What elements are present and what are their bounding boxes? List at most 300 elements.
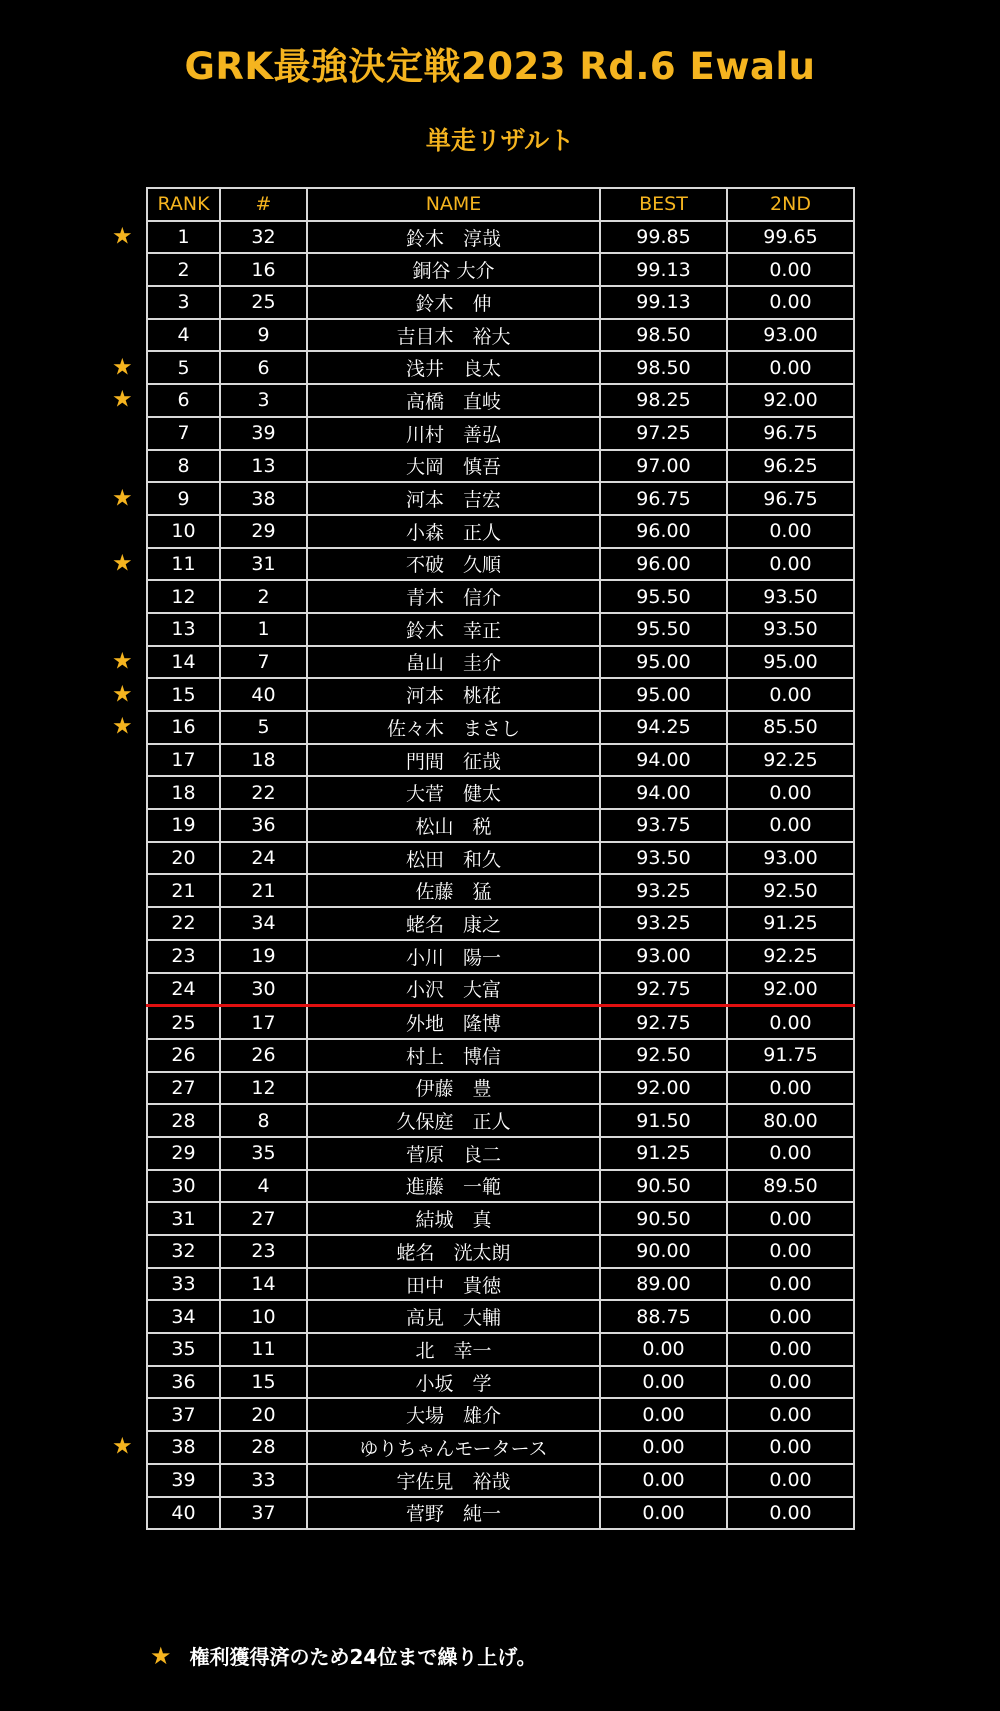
car-number-cell xyxy=(220,1072,307,1105)
car-number-cell-text: 6 xyxy=(257,356,270,379)
best-score-cell-text: 92.75 xyxy=(636,977,691,1000)
rank-cell-text: 4 xyxy=(177,324,190,347)
rank-cell xyxy=(112,646,220,679)
driver-name-cell xyxy=(307,1072,600,1105)
second-score-cell xyxy=(727,1039,854,1072)
second-score-cell-text: 0.00 xyxy=(769,1403,812,1426)
driver-name-cell-text: 松田 和久 xyxy=(405,848,501,871)
car-number-cell-text: 27 xyxy=(251,1207,276,1230)
car-number-cell-text: 38 xyxy=(251,487,276,510)
driver-name-cell xyxy=(307,1300,600,1333)
car-number-cell xyxy=(220,1202,307,1235)
best-score-cell-text: 0.00 xyxy=(642,1403,685,1426)
best-score-cell-text: 95.50 xyxy=(636,618,691,641)
driver-name-cell-text: 河本 桃花 xyxy=(405,685,501,708)
best-score-cell-text: 96.00 xyxy=(636,552,691,575)
second-score-cell-text: 0.00 xyxy=(769,1305,812,1328)
rank-cell xyxy=(112,678,220,711)
car-number-cell-text: 16 xyxy=(251,258,276,281)
table-row xyxy=(147,973,854,1006)
best-score-cell-text: 96.75 xyxy=(636,487,691,510)
best-score-cell xyxy=(600,1268,727,1301)
rank-cell xyxy=(147,1235,220,1268)
rank-cell xyxy=(147,1072,220,1105)
car-number-cell xyxy=(220,809,307,842)
driver-name-cell xyxy=(307,907,600,940)
best-score-cell xyxy=(600,973,727,1006)
rank-cell xyxy=(147,744,220,777)
car-number-cell xyxy=(220,1006,307,1039)
rank-cell xyxy=(147,1268,220,1301)
second-score-cell xyxy=(727,482,854,515)
table-row xyxy=(147,286,854,319)
header-number: # xyxy=(220,188,307,221)
car-number-cell-text: 23 xyxy=(251,1240,276,1263)
second-score-cell-text: 0.00 xyxy=(769,781,812,804)
table-row xyxy=(147,450,854,483)
rank-cell-text: 27 xyxy=(171,1076,196,1099)
car-number-cell-text: 34 xyxy=(251,912,276,935)
car-number-cell xyxy=(220,1268,307,1301)
car-number-cell xyxy=(220,384,307,417)
rank-cell-text: 3 xyxy=(177,291,190,314)
table-row xyxy=(147,253,854,286)
car-number-cell xyxy=(220,580,307,613)
best-score-cell-text: 94.00 xyxy=(636,749,691,772)
car-number-cell xyxy=(220,417,307,450)
car-number-cell-text: 22 xyxy=(251,781,276,804)
rank-cell-text: 38 xyxy=(171,1436,196,1459)
driver-name-cell xyxy=(307,450,600,483)
best-score-cell xyxy=(600,221,727,254)
driver-name-cell xyxy=(307,678,600,711)
car-number-cell-text: 31 xyxy=(251,552,276,575)
second-score-cell-text: 91.75 xyxy=(763,1044,818,1067)
rank-cell xyxy=(112,1431,220,1464)
best-score-cell-text: 99.85 xyxy=(636,226,691,249)
table-row xyxy=(147,384,854,417)
table-row xyxy=(147,548,854,581)
second-score-cell-text: 92.00 xyxy=(763,977,818,1000)
rank-cell-text: 11 xyxy=(171,552,196,575)
driver-name-cell xyxy=(307,744,600,777)
best-score-cell-text: 90.50 xyxy=(636,1174,691,1197)
best-score-cell xyxy=(600,678,727,711)
driver-name-cell xyxy=(307,1398,600,1431)
car-number-cell-text: 17 xyxy=(251,1011,276,1034)
best-score-cell-text: 90.00 xyxy=(636,1240,691,1263)
second-score-cell-text: 0.00 xyxy=(769,814,812,837)
second-score-cell xyxy=(727,1137,854,1170)
second-score-cell-text: 96.75 xyxy=(763,422,818,445)
car-number-cell-text: 35 xyxy=(251,1142,276,1165)
driver-name-cell-text: 久保庭 正人 xyxy=(396,1111,511,1134)
car-number-cell-text: 19 xyxy=(251,945,276,968)
rank-cell xyxy=(147,319,220,352)
rank-cell-text: 29 xyxy=(171,1142,196,1165)
table-row xyxy=(147,1202,854,1235)
driver-name-cell-text: 宇佐見 裕哉 xyxy=(396,1470,511,1493)
driver-name-cell xyxy=(307,482,600,515)
car-number-cell-text: 30 xyxy=(251,977,276,1000)
second-score-cell xyxy=(727,450,854,483)
second-score-cell-text: 0.00 xyxy=(769,1240,812,1263)
driver-name-cell xyxy=(307,1366,600,1399)
rank-cell-text: 16 xyxy=(171,716,196,739)
best-score-cell-text: 93.25 xyxy=(636,912,691,935)
best-score-cell xyxy=(600,548,727,581)
car-number-cell-text: 37 xyxy=(251,1501,276,1524)
second-score-cell-text: 95.00 xyxy=(763,650,818,673)
second-score-cell-text: 96.75 xyxy=(763,487,818,510)
second-score-cell-text: 0.00 xyxy=(769,356,812,379)
star-icon: ★ xyxy=(112,386,133,413)
footnote-text: 権利獲得済のため24位まで繰り上げ。 xyxy=(189,1645,537,1669)
driver-name-cell xyxy=(307,286,600,319)
driver-name-cell-text: 蛯名 洸太朗 xyxy=(396,1241,511,1264)
rank-cell-text: 34 xyxy=(171,1305,196,1328)
best-score-cell-text: 91.25 xyxy=(636,1142,691,1165)
driver-name-cell xyxy=(307,711,600,744)
table-row xyxy=(147,1137,854,1170)
best-score-cell-text: 95.00 xyxy=(636,683,691,706)
rank-cell xyxy=(147,907,220,940)
rank-cell-text: 23 xyxy=(171,945,196,968)
driver-name-cell xyxy=(307,548,600,581)
second-score-cell xyxy=(727,286,854,319)
car-number-cell xyxy=(220,678,307,711)
best-score-cell xyxy=(600,1333,727,1366)
best-score-cell xyxy=(600,351,727,384)
car-number-cell xyxy=(220,221,307,254)
table-row xyxy=(147,1170,854,1203)
driver-name-cell-text: ゆりちゃんモータース xyxy=(359,1437,548,1460)
second-score-cell xyxy=(727,1268,854,1301)
best-score-cell-text: 93.00 xyxy=(636,945,691,968)
driver-name-cell-text: 菅野 純一 xyxy=(405,1503,501,1526)
rank-cell-text: 25 xyxy=(171,1011,196,1034)
second-score-cell-text: 93.00 xyxy=(763,324,818,347)
best-score-cell-text: 0.00 xyxy=(642,1501,685,1524)
second-score-cell xyxy=(727,221,854,254)
rank-cell-text: 39 xyxy=(171,1469,196,1492)
car-number-cell-text: 28 xyxy=(251,1436,276,1459)
car-number-cell xyxy=(220,744,307,777)
driver-name-cell xyxy=(307,1137,600,1170)
rank-cell-text: 30 xyxy=(171,1174,196,1197)
best-score-cell-text: 93.50 xyxy=(636,847,691,870)
best-score-cell-text: 0.00 xyxy=(642,1436,685,1459)
second-score-cell xyxy=(727,1366,854,1399)
second-score-cell xyxy=(727,744,854,777)
car-number-cell xyxy=(220,776,307,809)
driver-name-cell xyxy=(307,1039,600,1072)
car-number-cell-text: 1 xyxy=(257,618,270,641)
car-number-cell xyxy=(220,548,307,581)
best-score-cell-text: 95.00 xyxy=(636,650,691,673)
driver-name-cell-text: 鈴木 淳哉 xyxy=(405,227,501,250)
car-number-cell xyxy=(220,1431,307,1464)
best-score-cell xyxy=(600,1497,727,1530)
best-score-cell-text: 99.13 xyxy=(636,258,691,281)
car-number-cell-text: 15 xyxy=(251,1371,276,1394)
car-number-cell-text: 12 xyxy=(251,1076,276,1099)
rank-cell xyxy=(147,1202,220,1235)
best-score-cell xyxy=(600,1431,727,1464)
second-score-cell-text: 96.25 xyxy=(763,454,818,477)
driver-name-cell-text: 小森 正人 xyxy=(405,521,501,544)
header-second: 2ND xyxy=(727,188,854,221)
best-score-cell xyxy=(600,613,727,646)
driver-name-cell xyxy=(307,351,600,384)
car-number-cell xyxy=(220,450,307,483)
rank-cell xyxy=(147,286,220,319)
star-icon: ★ xyxy=(112,1433,133,1460)
car-number-cell xyxy=(220,515,307,548)
table-row xyxy=(147,678,854,711)
rank-cell xyxy=(147,1300,220,1333)
driver-name-cell-text: 大場 雄介 xyxy=(405,1405,501,1428)
rank-cell-text: 31 xyxy=(171,1207,196,1230)
second-score-cell xyxy=(727,646,854,679)
second-score-cell-text: 80.00 xyxy=(763,1109,818,1132)
driver-name-cell-text: 佐藤 猛 xyxy=(415,881,492,904)
best-score-cell-text: 88.75 xyxy=(636,1305,691,1328)
car-number-cell xyxy=(220,1464,307,1497)
driver-name-cell-text: 小坂 学 xyxy=(415,1372,492,1395)
best-score-cell-text: 92.75 xyxy=(636,1011,691,1034)
table-row xyxy=(147,221,854,254)
rank-cell xyxy=(147,973,220,1006)
star-icon: ★ xyxy=(112,713,133,740)
second-score-cell xyxy=(727,874,854,907)
rank-cell-text: 13 xyxy=(171,618,196,641)
driver-name-cell xyxy=(307,646,600,679)
rank-cell xyxy=(112,548,220,581)
rank-cell-text: 18 xyxy=(171,781,196,804)
driver-name-cell xyxy=(307,221,600,254)
driver-name-cell-text: 不破 久順 xyxy=(405,554,501,577)
car-number-cell xyxy=(220,1235,307,1268)
driver-name-cell xyxy=(307,973,600,1006)
driver-name-cell-text: 小沢 大富 xyxy=(405,979,501,1002)
rank-cell-text: 33 xyxy=(171,1273,196,1296)
second-score-cell-text: 0.00 xyxy=(769,1142,812,1165)
best-score-cell-text: 95.50 xyxy=(636,585,691,608)
car-number-cell xyxy=(220,1039,307,1072)
second-score-cell-text: 99.65 xyxy=(763,226,818,249)
car-number-cell xyxy=(220,646,307,679)
table-row xyxy=(147,319,854,352)
best-score-cell-text: 97.25 xyxy=(636,422,691,445)
car-number-cell xyxy=(220,1170,307,1203)
driver-name-cell-text: 佐々木 まさし xyxy=(386,717,520,740)
best-score-cell-text: 0.00 xyxy=(642,1371,685,1394)
best-score-cell xyxy=(600,1137,727,1170)
second-score-cell-text: 0.00 xyxy=(769,1273,812,1296)
table-row xyxy=(147,744,854,777)
driver-name-cell xyxy=(307,1268,600,1301)
driver-name-cell-text: 高橋 直岐 xyxy=(405,390,501,413)
second-score-cell-text: 0.00 xyxy=(769,1436,812,1459)
star-icon: ★ xyxy=(112,223,133,250)
car-number-cell xyxy=(220,1300,307,1333)
second-score-cell xyxy=(727,384,854,417)
driver-name-cell xyxy=(307,874,600,907)
rank-cell xyxy=(147,809,220,842)
car-number-cell-text: 10 xyxy=(251,1305,276,1328)
driver-name-cell-text: 田中 貴徳 xyxy=(405,1274,501,1297)
second-score-cell-text: 0.00 xyxy=(769,1338,812,1361)
table-row xyxy=(147,1039,854,1072)
rank-cell-text: 5 xyxy=(177,356,190,379)
car-number-cell xyxy=(220,1137,307,1170)
driver-name-cell xyxy=(307,1497,600,1530)
rank-cell-text: 19 xyxy=(171,814,196,837)
second-score-cell-text: 0.00 xyxy=(769,1371,812,1394)
driver-name-cell-text: 河本 吉宏 xyxy=(405,489,501,512)
rank-cell-text: 1 xyxy=(177,226,190,249)
second-score-cell-text: 0.00 xyxy=(769,520,812,543)
rank-cell-text: 7 xyxy=(177,422,190,445)
best-score-cell-text: 91.50 xyxy=(636,1109,691,1132)
rank-cell xyxy=(147,1137,220,1170)
second-score-cell xyxy=(727,1235,854,1268)
driver-name-cell-text: 畠山 圭介 xyxy=(405,652,501,675)
rank-cell xyxy=(147,417,220,450)
table-row xyxy=(147,711,854,744)
rank-cell-text: 28 xyxy=(171,1109,196,1132)
driver-name-cell-text: 小川 陽一 xyxy=(405,946,501,969)
rank-cell-text: 2 xyxy=(177,258,190,281)
driver-name-cell xyxy=(307,1235,600,1268)
second-score-cell xyxy=(727,940,854,973)
car-number-cell xyxy=(220,1398,307,1431)
best-score-cell xyxy=(600,1398,727,1431)
driver-name-cell xyxy=(307,1104,600,1137)
table-row xyxy=(147,515,854,548)
car-number-cell-text: 3 xyxy=(257,389,270,412)
table-row xyxy=(147,776,854,809)
driver-name-cell xyxy=(307,1202,600,1235)
best-score-cell xyxy=(600,384,727,417)
car-number-cell xyxy=(220,253,307,286)
best-score-cell xyxy=(600,776,727,809)
rank-cell-text: 6 xyxy=(177,389,190,412)
best-score-cell-text: 98.50 xyxy=(636,324,691,347)
table-row xyxy=(147,1333,854,1366)
best-score-cell xyxy=(600,907,727,940)
driver-name-cell-text: 進藤 一範 xyxy=(405,1176,501,1199)
best-score-cell xyxy=(600,940,727,973)
best-score-cell xyxy=(600,874,727,907)
rank-cell-text: 20 xyxy=(171,847,196,870)
best-score-cell xyxy=(600,580,727,613)
page-title: GRK最強決定戦2023 Rd.6 Ewalu xyxy=(184,45,816,88)
table-row xyxy=(147,1300,854,1333)
driver-name-cell xyxy=(307,1006,600,1039)
car-number-cell-text: 25 xyxy=(251,291,276,314)
rank-cell-text: 17 xyxy=(171,749,196,772)
driver-name-cell-text: 浅井 良太 xyxy=(405,358,501,381)
table-row xyxy=(147,646,854,679)
second-score-cell-text: 85.50 xyxy=(763,716,818,739)
rank-cell xyxy=(147,450,220,483)
car-number-cell-text: 11 xyxy=(251,1338,276,1361)
second-score-cell xyxy=(727,1104,854,1137)
second-score-cell-text: 0.00 xyxy=(769,552,812,575)
second-score-cell xyxy=(727,613,854,646)
driver-name-cell xyxy=(307,809,600,842)
best-score-cell-text: 99.13 xyxy=(636,291,691,314)
car-number-cell xyxy=(220,351,307,384)
driver-name-cell-text: 村上 博信 xyxy=(405,1045,501,1068)
second-score-cell-text: 92.25 xyxy=(763,749,818,772)
second-score-cell xyxy=(727,1170,854,1203)
rank-cell xyxy=(147,842,220,875)
rank-cell-text: 21 xyxy=(171,879,196,902)
best-score-cell-text: 0.00 xyxy=(642,1338,685,1361)
best-score-cell xyxy=(600,1170,727,1203)
second-score-cell-text: 0.00 xyxy=(769,1076,812,1099)
second-score-cell xyxy=(727,1398,854,1431)
car-number-cell xyxy=(220,907,307,940)
driver-name-cell xyxy=(307,515,600,548)
best-score-cell xyxy=(600,1300,727,1333)
driver-name-cell xyxy=(307,776,600,809)
second-score-cell-text: 0.00 xyxy=(769,1501,812,1524)
rank-cell xyxy=(112,351,220,384)
table-row xyxy=(147,1072,854,1105)
driver-name-cell xyxy=(307,319,600,352)
rank-cell-text: 9 xyxy=(177,487,190,510)
rank-cell-text: 14 xyxy=(171,650,196,673)
driver-name-cell-text: 外地 隆博 xyxy=(405,1013,501,1036)
star-icon: ★ xyxy=(150,1641,172,1670)
car-number-cell xyxy=(220,319,307,352)
rank-cell-text: 32 xyxy=(171,1240,196,1263)
car-number-cell-text: 9 xyxy=(257,324,270,347)
car-number-cell-text: 2 xyxy=(257,585,270,608)
car-number-cell xyxy=(220,286,307,319)
rank-cell xyxy=(147,1497,220,1530)
second-score-cell xyxy=(727,1333,854,1366)
car-number-cell-text: 39 xyxy=(251,422,276,445)
driver-name-cell xyxy=(307,1333,600,1366)
best-score-cell xyxy=(600,1366,727,1399)
best-score-cell xyxy=(600,809,727,842)
results-body xyxy=(112,221,854,1530)
second-score-cell-text: 0.00 xyxy=(769,683,812,706)
second-score-cell xyxy=(727,580,854,613)
table-row xyxy=(147,1431,854,1464)
best-score-cell xyxy=(600,450,727,483)
best-score-cell xyxy=(600,482,727,515)
second-score-cell-text: 0.00 xyxy=(769,1469,812,1492)
second-score-cell xyxy=(727,1497,854,1530)
rank-cell xyxy=(147,515,220,548)
car-number-cell-text: 20 xyxy=(251,1403,276,1426)
driver-name-cell-text: 青木 信介 xyxy=(405,587,501,610)
second-score-cell xyxy=(727,1006,854,1039)
rank-cell-text: 35 xyxy=(171,1338,196,1361)
car-number-cell xyxy=(220,874,307,907)
rank-cell-text: 40 xyxy=(171,1501,196,1524)
second-score-cell-text: 0.00 xyxy=(769,291,812,314)
driver-name-cell-text: 吉目木 裕大 xyxy=(396,325,511,348)
second-score-cell-text: 0.00 xyxy=(769,1011,812,1034)
driver-name-cell-text: 鈴木 伸 xyxy=(415,292,492,315)
